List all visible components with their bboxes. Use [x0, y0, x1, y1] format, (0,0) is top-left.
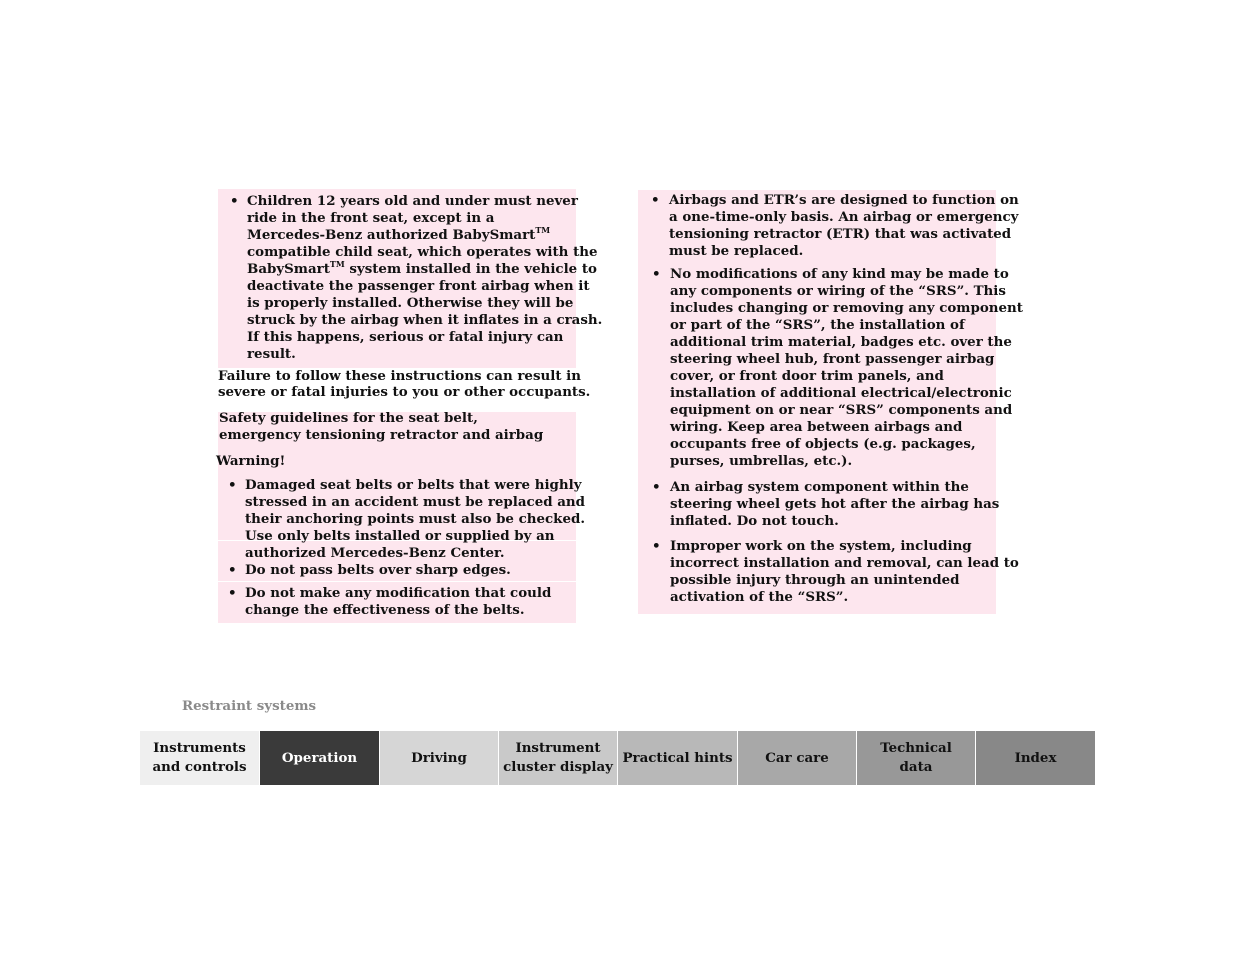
text-line: result. — [247, 346, 296, 362]
text-line: activation of the “SRS”. — [670, 589, 849, 605]
bullet: • — [230, 193, 239, 209]
text-line: compatible child seat, which operates with the — [247, 244, 598, 260]
text-line: BabySmart™ system installed in the vehicle to — [247, 259, 597, 277]
text-line: inflated. Do not touch. — [670, 513, 839, 529]
text-line: stressed in an accident must be replaced and — [245, 494, 586, 510]
tab-car-care[interactable] — [738, 731, 857, 785]
tab-instrument-cluster-display[interactable] — [499, 731, 618, 785]
text-line: If this happens, serious or fatal injury can — [247, 329, 564, 345]
text-line: occupants free of objects (e.g. packages, — [670, 436, 976, 452]
text-line: Airbags and ETR’s are designed to function on — [669, 192, 1019, 208]
text-line: Failure to follow these instructions can result in — [218, 368, 581, 384]
bullet: • — [651, 192, 660, 208]
tab-instruments-and-controls[interactable] — [140, 731, 260, 785]
text-line: includes changing or removing any component — [670, 300, 1023, 316]
text-line: steering wheel hub, front passenger airbag — [670, 351, 995, 367]
failure-note — [218, 368, 591, 400]
bullet: • — [228, 585, 237, 601]
tab-label-line: Car care — [765, 749, 829, 766]
text-line: is properly installed. Otherwise they will be — [247, 295, 574, 311]
text-line: tensioning retractor (ETR) that was activated — [669, 226, 1012, 242]
text-line: steering wheel gets hot after the airbag has — [670, 496, 1000, 512]
text-line: wiring. Keep area between airbags and — [670, 419, 963, 435]
text-line: Do not pass belts over sharp edges. — [245, 562, 511, 578]
tab-label-line: Instrument — [515, 740, 601, 756]
text-line: No modifications of any kind may be made to — [670, 266, 1009, 282]
text-line: Do not make any modification that could — [245, 585, 552, 601]
text-line: Improper work on the system, including — [670, 538, 972, 554]
text-line: additional trim material, badges etc. over the — [670, 334, 1012, 350]
bullet: • — [228, 562, 237, 578]
tab-technical-data[interactable] — [857, 731, 976, 785]
tab-label-line: and controls — [152, 759, 247, 775]
warning-label: Warning! — [216, 453, 286, 469]
text-line: installation of additional electrical/electronic — [670, 385, 1012, 401]
text-line: purses, umbrellas, etc.). — [670, 453, 853, 469]
tab-label-line: Operation — [281, 749, 358, 766]
tab-driving[interactable] — [380, 731, 499, 785]
section-label: Restraint systems — [182, 698, 317, 714]
text-line: incorrect installation and removal, can lead to — [670, 555, 1019, 571]
text-line: Children 12 years old and under must never — [247, 193, 578, 209]
tab-index[interactable] — [976, 731, 1095, 785]
safety-heading — [219, 410, 579, 444]
text-line: Damaged seat belts or belts that were highly — [245, 477, 582, 493]
text-line: or part of the “SRS”, the installation of — [670, 317, 965, 333]
text-line: authorized Mercedes-Benz Center. — [245, 545, 505, 561]
text-line: deactivate the passenger front airbag when it — [247, 278, 590, 294]
tab-label-line: data — [899, 759, 933, 775]
tab-label-line: Practical hints — [622, 749, 733, 766]
text-line: any components or wiring of the “SRS”. This — [670, 283, 1006, 299]
tab-practical-hints[interactable] — [618, 731, 738, 785]
tab-operation[interactable] — [260, 731, 380, 785]
text-line: a one-time-only basis. An airbag or emergency — [669, 209, 1019, 225]
tab-label-line: Index — [1014, 749, 1057, 766]
text-line: possible injury through an unintended — [670, 572, 960, 588]
text-line: Mercedes-Benz authorized BabySmart™ — [247, 225, 551, 243]
heading-line: Safety guidelines for the seat belt, — [219, 410, 478, 426]
text-line: struck by the airbag when it inflates in a crash. — [247, 312, 603, 328]
text-line: cover, or front door trim panels, and — [670, 368, 944, 384]
text-line: equipment on or near “SRS” components and — [670, 402, 1013, 418]
tab-label-line: cluster display — [503, 759, 613, 775]
heading-line: emergency tensioning retractor and airbag — [219, 427, 544, 443]
bottom-nav — [140, 731, 1095, 785]
tab-label-line: Technical — [880, 740, 952, 756]
text-line: severe or fatal injuries to you or other occupants. — [218, 384, 591, 400]
bullet: • — [652, 479, 661, 495]
text-line: must be replaced. — [669, 243, 804, 259]
bullet: • — [652, 266, 661, 282]
tab-label-line: Instruments — [153, 740, 246, 756]
bullet: • — [652, 538, 661, 554]
trademark-mark: TM — [329, 259, 345, 269]
bullet: • — [228, 477, 237, 493]
trademark-mark: TM — [535, 225, 551, 235]
tab-label-line: Driving — [411, 749, 467, 766]
text-line: Use only belts installed or supplied by an — [245, 528, 555, 544]
text-line: their anchoring points must also be checked. — [245, 511, 585, 527]
text-line: change the effectiveness of the belts. — [245, 602, 525, 618]
text-line: ride in the front seat, except in a — [247, 210, 495, 226]
text-line: An airbag system component within the — [670, 479, 969, 495]
